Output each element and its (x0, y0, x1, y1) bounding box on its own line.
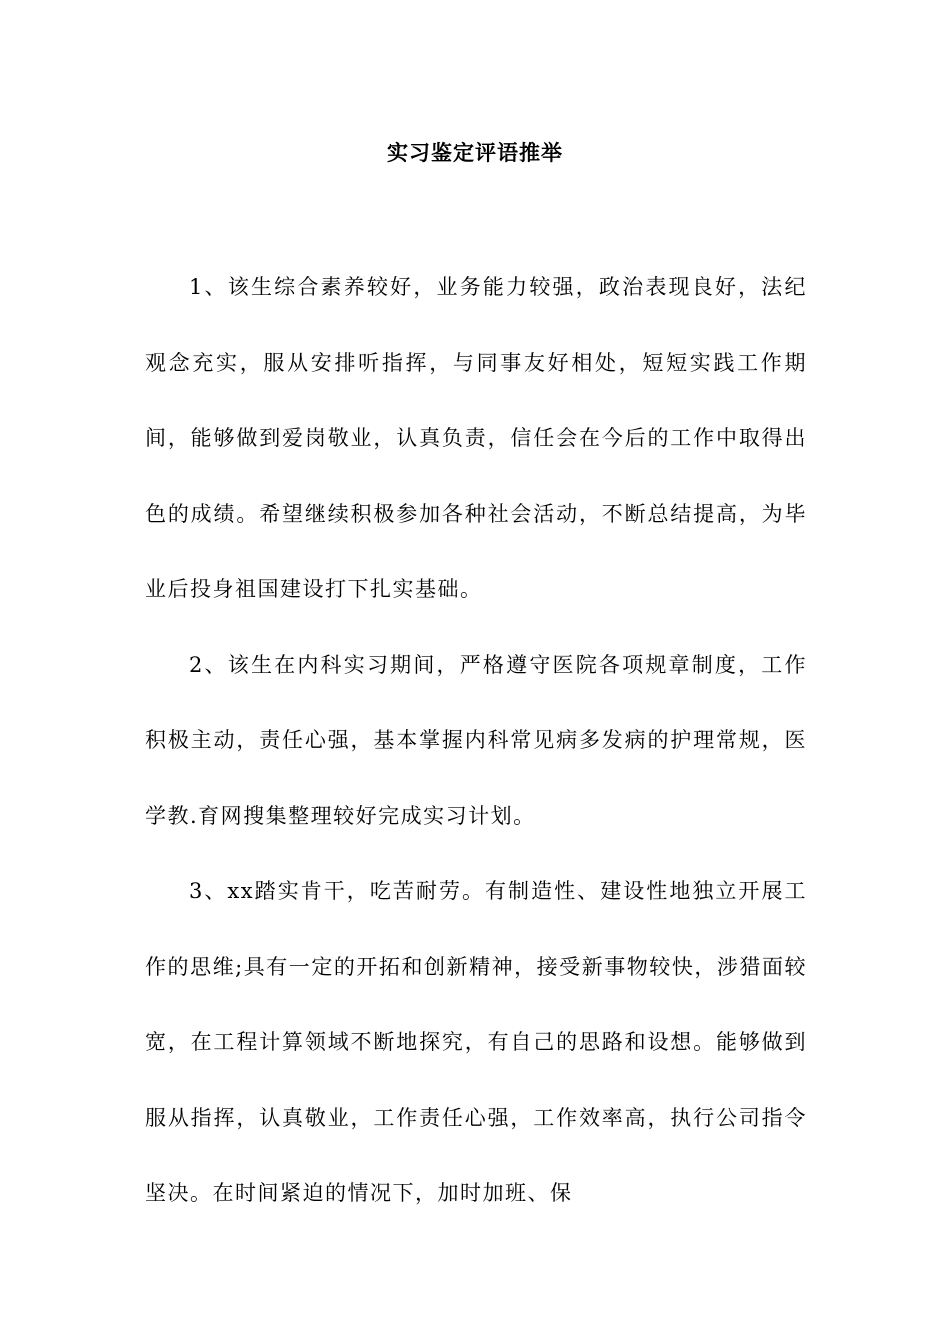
paragraph-3: 3、xx踏实肯干，吃苦耐劳。有制造性、建设性地独立开展工作的思维;具有一定的开拓和创新精神，接受新事物较快，涉猎面较宽，在工程计算领域不断地探究，有自己的思路和设想。能够做到服从指挥，认真敬业，工作责任心强，工作效率高，执行公司指令坚决。在时间紧迫的情况下，加时加班、保 (145, 879, 807, 1205)
document-body (145, 250, 807, 1232)
paragraph-1: 1、该生综合素养较好，业务能力较强，政治表现良好，法纪观念充实，服从安排听指挥，与同事友好相处，短短实践工作期间，能够做到爱岗敬业，认真负责，信任会在今后的工作中取得出色的成绩。希望继续积极参加各种社会活动，不断总结提高，为毕业后投身祖国建设打下扎实基础。 (145, 275, 807, 601)
document-title: 实习鉴定评语推举 (387, 140, 563, 165)
paragraph-2: 2、该生在内科实习期间，严格遵守医院各项规章制度，工作积极主动，责任心强，基本掌握内科常见病多发病的护理常规，医学教.育网搜集整理较好完成实习计划。 (145, 652, 807, 828)
